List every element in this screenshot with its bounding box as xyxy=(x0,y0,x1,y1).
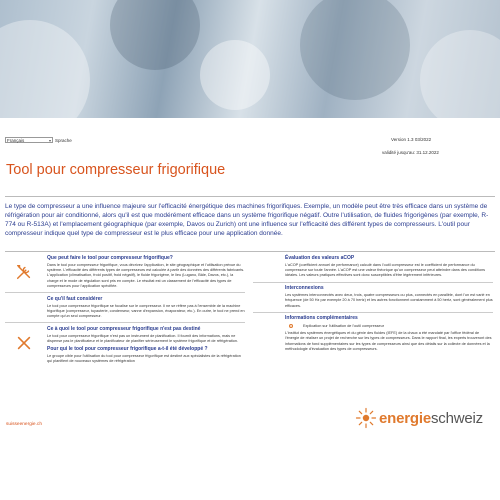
version-value: 1.3 xyxy=(407,137,414,142)
divider xyxy=(253,282,493,283)
divider xyxy=(5,251,495,252)
section-text: L'institut des systèmes énergétiques et du génie des fluides (IEFE) de la chaux a été mandaté par l'office fédéral de l'énergie de réaliser un projet de recherche sur les types de compresseurs. Dans le rapport final, les experts trouveront des informations de fond supplémentaires sur les types de compresseurs ainsi que des détails sur la collecte de données et la méthodologie d'évaluation des types de compresseurs. xyxy=(285,331,492,351)
section-text: L'aCOP (coefficient annuel de performance) calculé dans l'outil compresseur est le coefficient de performance du compresseur sur toute l'année. L'aCOP est une valeur théorique qu'un compresseur peut atteindre dans des conditions idéales. Les valeurs pratiques effectives sont donc susceptibles d'être légèrement inférieures. xyxy=(285,263,486,278)
validity-info xyxy=(382,150,439,155)
section-title: Que peut faire le tool pour compresseur frigorifique? xyxy=(47,255,173,261)
section-target-audience xyxy=(5,346,245,364)
section-what-can-do xyxy=(5,255,245,289)
section-text: Le tool pour compresseur frigorifique se focalise sur le compresseur. Il ne se réfère pas à l'ensemble de la machine frigorifique (compresseur, tuyauterie, condenseur, vanne d'expansion, évaporateur, etc.). En outre, le tool ne prend en compte qu'un seul compresseur. xyxy=(47,303,245,318)
section-text: Le groupe cible pour l'utilisation du tool pour compresseur frigorifique est destiné aux spécialistes de la réfrigération qui planifient de nouveaux systèmes de réfrigération xyxy=(47,354,241,364)
version-info xyxy=(391,137,431,142)
section-title: Ce qu'il faut considérer xyxy=(47,295,103,302)
language-bar xyxy=(5,137,72,143)
explanation-link-label[interactable]: Explication sur l'utilisation de l'outil compresseur xyxy=(303,324,385,329)
chevron-down-icon[interactable]: ▾ xyxy=(48,137,51,143)
tools-icon xyxy=(15,263,33,281)
header-banner-image xyxy=(0,0,500,118)
validity-label: validité jusqu'au: xyxy=(382,150,416,155)
section-acop xyxy=(253,255,493,279)
validity-value: 31.12.2022 xyxy=(416,150,439,155)
intro-paragraph: Le type de compresseur a une influence majeure sur l'efficacité énergétique des machines frigorifiques. Exemple, un modèle peut être très efficace dans un système de réfrigération pour air conditionné, alors qu'il est que modérément efficace dans un système frigorifique négatif. Outre l'utilisation, de fluides frigorigènes (par exemple, R-774 ou R-513A) et l'emplacement géographique (par exemple, Davos ou Zurich) ont une influence sur l'efficacité des différent types de compresseurs. L'outil pour compresseur indique quel type de compresseur est le plus efficace pour une application donnée. xyxy=(5,203,489,237)
section-text: Dans le tool pour compresseur frigorifique, vous décrivez l'application, le site géographique et l'utilisation prévue du système. L'efficacité des différents types de compresseurs est calculée à partir des données des différents fabricants. L'application (climatisation, froid positif, froid négatif), le fluide frigorigène, le lieu (Lugano, Bâle, Davos, etc.), la charge et le mode de régulation sont pris en compte. Le résultat est un classement de l'efficacité des types de compresseurs pour l'application spécifiée. xyxy=(47,263,245,288)
section-text: Le tool pour compresseur frigorifique n'est pas un instrument de planification. Il fournit des informations, mais ne dispense pas le planificateur et le planificateur de planifier sérieusement le système frigorifique et de réfrigération. xyxy=(47,333,239,343)
section-title: Évaluation des valeurs aCOP xyxy=(285,255,355,261)
section-additional-info xyxy=(253,315,493,352)
divider xyxy=(5,196,495,197)
right-column xyxy=(253,255,493,352)
divider xyxy=(5,292,245,293)
logo-text-bold: energie xyxy=(379,409,431,427)
page-title: Tool pour compresseur frigorifique xyxy=(6,162,226,178)
section-title: Ce à quoi le tool pour compresseur frigorifique n'est pas destiné xyxy=(47,325,201,332)
section-text: Les systèmes interconnectés avec deux, trois, quatre compresseurs ou plus, connectés en parallèle, dont l'un est varié en fréquence (de 50 Hz par exemple 20 à 70 hertz) et les autres fonctionnent constamment à 50 hertz, sont généralement plus efficaces. xyxy=(285,293,493,308)
explanation-link[interactable] xyxy=(285,324,493,328)
version-label: Version xyxy=(391,137,407,142)
version-date: 03/2022 xyxy=(414,137,432,142)
divider xyxy=(5,322,245,323)
section-title: Pour qui le tool pour compresseur frigorifique a-t-il été développé ? xyxy=(47,346,208,353)
info-icon: i xyxy=(290,324,292,329)
left-column xyxy=(5,255,245,366)
language-select-value: Français xyxy=(7,137,25,143)
language-label: Sprache xyxy=(55,137,72,143)
section-title: Informations complémentaires xyxy=(285,315,358,322)
energieschweiz-logo xyxy=(355,407,483,429)
logo-text-light: schweiz xyxy=(430,409,483,427)
sun-logo-icon xyxy=(355,407,377,429)
section-interconnections xyxy=(253,285,493,309)
section-not-intended xyxy=(5,326,245,344)
section-title: Interconnexions xyxy=(285,285,324,292)
divider xyxy=(253,312,493,313)
website-link[interactable]: suisseenergie.ch xyxy=(6,422,42,427)
language-select[interactable] xyxy=(5,137,53,143)
section-considerations xyxy=(5,296,245,320)
